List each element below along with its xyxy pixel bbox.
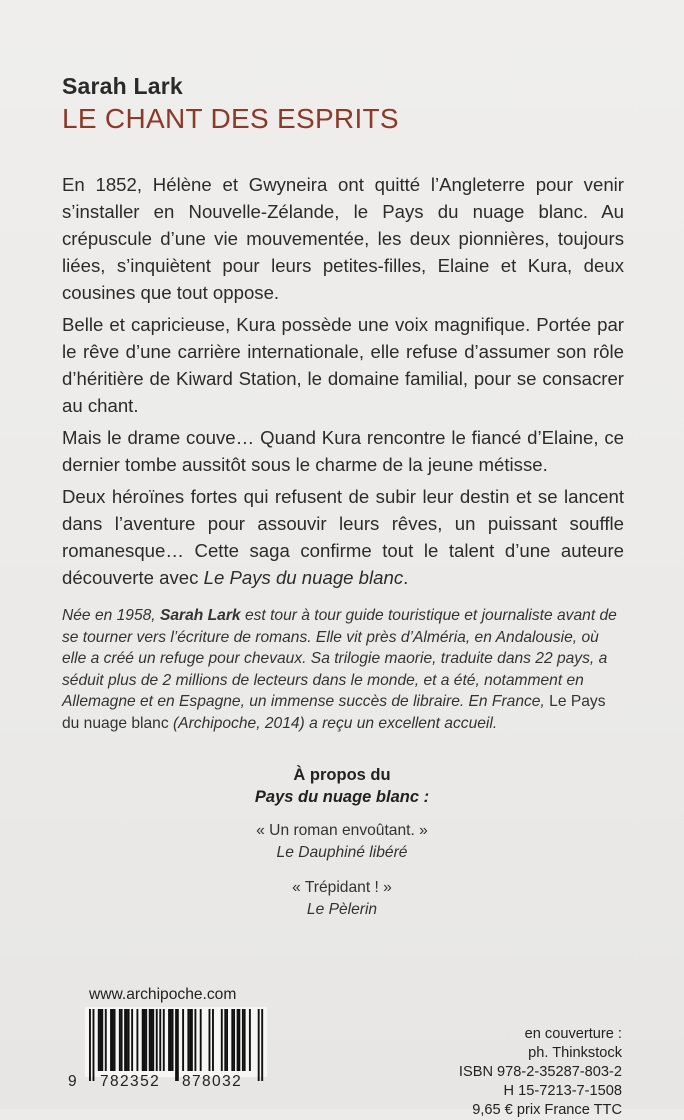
barcode-bar (233, 1009, 235, 1071)
barcode-bar (89, 1009, 91, 1081)
barcode-digits-group-1: 782352 (100, 1073, 161, 1090)
barcode-bar (249, 1009, 251, 1071)
barcode-bar (124, 1009, 126, 1071)
barcode-bar (224, 1009, 226, 1071)
barcode-bar (194, 1009, 196, 1071)
summary-paragraph-2: Belle et capricieuse, Kura possède une voix magnifique. Portée par le rêve d’une carrière internationale, elle refuse d’assumer son rôle d’héritière de Kiward Station, le domaine familial, pour se consacrer au chant. (62, 314, 624, 416)
product-code: H 15-7213-7-1508 (503, 1083, 622, 1099)
barcode-bar (212, 1009, 214, 1071)
price-label: 9,65 € prix France TTC (472, 1102, 622, 1118)
barcode-bar (238, 1009, 240, 1071)
barcode-bar (126, 1009, 128, 1071)
summary-p4-end: . (403, 567, 409, 588)
barcode-bar (163, 1009, 165, 1071)
barcode-bar (149, 1009, 151, 1071)
isbn-number: ISBN 978-2-35287-803-2 (458, 1064, 622, 1080)
barcode-bar (156, 1009, 158, 1071)
press-source-2: Le Pèlerin (306, 901, 378, 918)
press-source-1: Le Dauphiné libéré (276, 844, 408, 861)
barcode-bar (131, 1009, 133, 1071)
barcode-bar (175, 1009, 177, 1081)
barcode-bar (172, 1009, 174, 1071)
cover-credit-label: en couverture : (524, 1026, 622, 1042)
summary-p4-book-ref: Le Pays du nuage blanc (203, 567, 404, 588)
barcode-bar (98, 1009, 100, 1071)
barcode-bar (237, 1009, 239, 1071)
barcode-bar (209, 1009, 211, 1071)
summary-paragraph-1: En 1852, Hélène et Gwyneira ont quitté l’Angleterre pour venir s’installer en Nouvelle-Zélande, le Pays du nuage blanc. Au crépuscule d’une vie mouvementée, les deux pionnières, toujours liées, s’inquiètent pour leurs petites-filles, Elaine et Kura, deux cousines que tout oppose. (62, 174, 624, 303)
barcode-bar (170, 1009, 172, 1071)
bio-text-2: est tour à tour guide touristique et journaliste avant de se tourner vers l’écriture de romans. Elle vit près d’Alméria, en Andalousie, où elle a créé un refuge pour chevaux. Sa trilogie maorie, traduite dans 22 pays, a séduit plus de 2 millions de lecteurs dans le monde, et a été, notamment en Allemagne et en Espagne, un immense succès de libraire. En France, (62, 607, 617, 710)
barcode-bar (119, 1009, 121, 1071)
apropos-heading: À propos du (293, 766, 391, 784)
barcode-bar (231, 1009, 233, 1071)
publisher-website[interactable]: www.archipoche.com (89, 986, 237, 1003)
author-name: Sarah Lark (62, 73, 183, 99)
barcode-bar (128, 1009, 130, 1071)
barcode-bar (142, 1009, 144, 1071)
barcode-bar (168, 1009, 170, 1071)
barcode-bar (93, 1009, 95, 1081)
bio-book-ref: Le Pays du nuage blanc (62, 693, 606, 732)
barcode-bar (143, 1009, 145, 1071)
barcode-bar (152, 1009, 154, 1071)
barcode-bar (242, 1009, 244, 1071)
barcode-bar (112, 1009, 114, 1071)
apropos-book-title: Pays du nuage blanc : (254, 788, 430, 806)
barcode-bar (159, 1009, 161, 1071)
barcode-first-digit: 9 (68, 1073, 77, 1090)
author-biography (62, 605, 622, 734)
summary-paragraph-3: Mais le drame couve… Quand Kura rencontre le fiancé d’Elaine, ce dernier tombe aussitôt sous le charme de la jeune métisse. (62, 427, 624, 475)
bio-text-3: (Archipoche, 2014) a reçu un excellent accueil. (168, 714, 498, 732)
press-quote-2: « Trépidant ! » (292, 879, 392, 896)
summary-p4-text: Deux héroïnes fortes qui refusent de subir leur destin et se lancent dans l’aventure pour assouvir leurs rêves, un puissant souffle romanesque… Cette saga confirme tout le talent d’une auteure découverte avec (62, 486, 624, 588)
barcode-bar (121, 1009, 123, 1071)
barcode-bar (221, 1009, 223, 1071)
press-quote-1: « Un roman envoûtant. » (256, 822, 428, 839)
barcode-bar (244, 1009, 246, 1071)
barcode-bar (136, 1009, 138, 1071)
barcode-bar (114, 1009, 116, 1071)
book-title: LE CHANT DES ESPRITS (62, 103, 399, 134)
barcode-bar (261, 1009, 263, 1081)
bio-text-1: Née en 1958, (62, 607, 160, 624)
barcode-bar (151, 1009, 153, 1071)
barcode-bar (258, 1009, 260, 1081)
barcode-bar (200, 1009, 202, 1071)
barcode-bar (101, 1009, 103, 1071)
barcode-bar (100, 1009, 102, 1071)
cover-photo-credit: ph. Thinkstock (528, 1045, 622, 1061)
barcode-bar (187, 1009, 189, 1071)
barcode-bar (182, 1009, 184, 1071)
bio-author-name: Sarah Lark (159, 607, 241, 624)
summary-paragraph-4 (62, 483, 624, 591)
barcode-bar (145, 1009, 147, 1071)
barcode-bar (110, 1009, 112, 1071)
barcode-digits-group-2: 878032 (182, 1073, 243, 1090)
barcode-bar (191, 1009, 193, 1071)
barcode-bar (226, 1009, 228, 1071)
barcode-bar (177, 1009, 179, 1081)
barcode-bar (105, 1009, 107, 1071)
barcode-bar (189, 1009, 191, 1071)
